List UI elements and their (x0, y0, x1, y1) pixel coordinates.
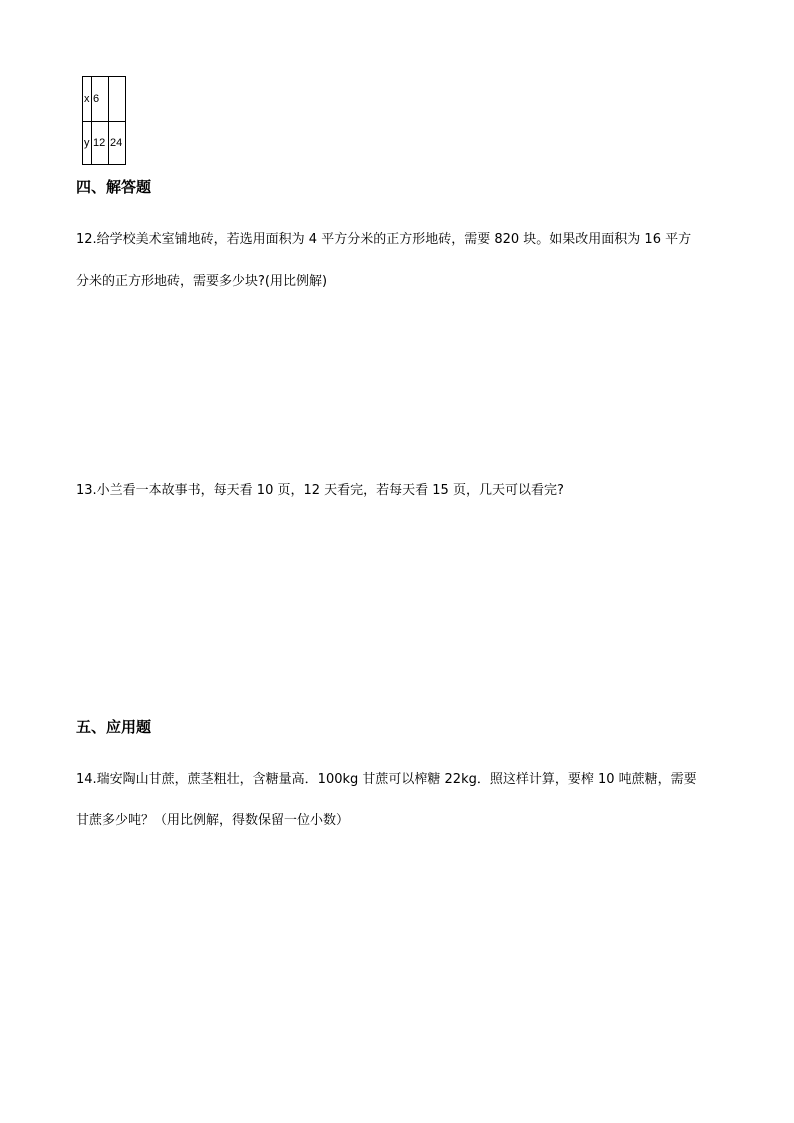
table-cell-y-2: 24 (109, 122, 126, 165)
section-heading-applied-questions: 五、应用题 (76, 718, 152, 736)
question-13-line-1: 13.小兰看一本故事书，每天看 10 页，12 天看完，若每天看 15 页，几天可以看完? (76, 483, 564, 498)
question-14-line-2: 甘蔗多少吨？（用比例解，得数保留一位小数） (76, 813, 350, 828)
question-12-line-1: 12.给学校美术室铺地砖，若选用面积为 4 平方分米的正方形地砖，需要 820 块。如果改用面积为 16 平方 (76, 232, 692, 247)
table-cell-x-label: x (83, 77, 92, 122)
question-12-line-2: 分米的正方形地砖，需要多少块?(用比例解) (76, 274, 328, 289)
table-row-y (83, 122, 126, 165)
table-row-x (83, 77, 126, 122)
table-cell-x-2 (109, 77, 126, 122)
section-heading-answer-questions: 四、解答题 (76, 178, 152, 196)
table-cell-y-1: 12 (92, 122, 109, 165)
xy-value-table (82, 76, 126, 165)
table-cell-y-label: y (83, 122, 92, 165)
table-cell-x-1: 6 (92, 77, 109, 122)
question-14-line-1: 14.瑞安陶山甘蔗，蔗茎粗壮，含糖量高．100kg 甘蔗可以榨糖 22kg．照这样计算，要榨 10 吨蔗糖，需要 (76, 772, 697, 787)
